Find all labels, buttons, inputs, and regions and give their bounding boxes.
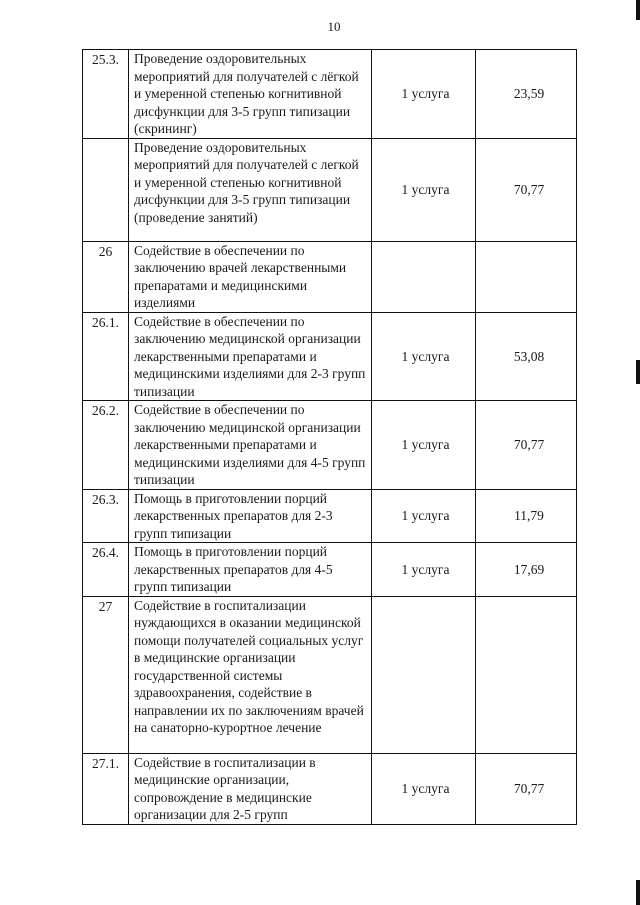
row-price: 23,59 xyxy=(476,50,577,139)
table-row xyxy=(83,241,577,312)
row-description: Содействие в госпитализации нуждающихся в оказании медицинской помощи получателей социальных услуг в медицинские организации государственной системы здравоохранения, содействие в направлении их по заключениям врачей на санаторно-курортное лечение xyxy=(129,596,372,753)
row-description: Помощь в приготовлении порций лекарственных препаратов для 4-5 групп типизации xyxy=(129,543,372,597)
row-description: Проведение оздоровительных мероприятий для получателей с лёгкой и умеренной степенью когнитивной дисфункции для 3-5 групп типизации (скрининг) xyxy=(129,50,372,139)
row-price: 70,77 xyxy=(476,401,577,490)
row-price xyxy=(476,241,577,312)
row-number: 26.2. xyxy=(83,401,129,490)
row-unit: 1 услуга xyxy=(372,138,476,241)
row-description: Содействие в госпитализации в медицинские организации, сопровождение в медицинские организации для 2-5 групп xyxy=(129,753,372,824)
row-description: Проведение оздоровительных мероприятий для получателей с легкой и умеренной степенью когнитивной дисфункции для 3-5 групп типизации (проведение занятий) xyxy=(129,138,372,241)
row-number: 26.3. xyxy=(83,489,129,543)
table-row xyxy=(83,596,577,753)
row-unit: 1 услуга xyxy=(372,50,476,139)
row-unit: 1 услуга xyxy=(372,489,476,543)
row-description: Содействие в обеспечении по заключению медицинской организации лекарственными препаратами и медицинскими изделиями для 2-3 групп типизации xyxy=(129,312,372,401)
table-row xyxy=(83,543,577,597)
scan-edge-mark xyxy=(636,880,640,905)
row-number xyxy=(83,138,129,241)
row-unit: 1 услуга xyxy=(372,543,476,597)
row-description: Содействие в обеспечении по заключению медицинской организации лекарственными препаратами и медицинскими изделиями для 4-5 групп типизации xyxy=(129,401,372,490)
row-unit xyxy=(372,241,476,312)
row-price: 17,69 xyxy=(476,543,577,597)
row-number: 26.4. xyxy=(83,543,129,597)
table-row xyxy=(83,401,577,490)
row-number: 26.1. xyxy=(83,312,129,401)
services-table xyxy=(82,49,577,825)
row-number: 26 xyxy=(83,241,129,312)
table-row xyxy=(83,312,577,401)
row-price: 70,77 xyxy=(476,753,577,824)
row-price: 53,08 xyxy=(476,312,577,401)
row-unit: 1 услуга xyxy=(372,312,476,401)
row-number: 27 xyxy=(83,596,129,753)
row-number: 27.1. xyxy=(83,753,129,824)
row-price xyxy=(476,596,577,753)
row-price: 11,79 xyxy=(476,489,577,543)
row-price: 70,77 xyxy=(476,138,577,241)
row-description: Содействие в обеспечении по заключению врачей лекарственными препаратами и медицинскими изделиями xyxy=(129,241,372,312)
page-number: 10 xyxy=(327,19,341,34)
table-row xyxy=(83,489,577,543)
row-unit xyxy=(372,596,476,753)
row-number: 25.3. xyxy=(83,50,129,139)
row-unit: 1 услуга xyxy=(372,753,476,824)
table-row xyxy=(83,138,577,241)
row-unit: 1 услуга xyxy=(372,401,476,490)
scan-edge-mark xyxy=(636,0,640,20)
table-row xyxy=(83,753,577,824)
scan-edge-mark xyxy=(636,360,640,384)
row-description: Помощь в приготовлении порций лекарственных препаратов для 2-3 групп типизации xyxy=(129,489,372,543)
table-row xyxy=(83,50,577,139)
